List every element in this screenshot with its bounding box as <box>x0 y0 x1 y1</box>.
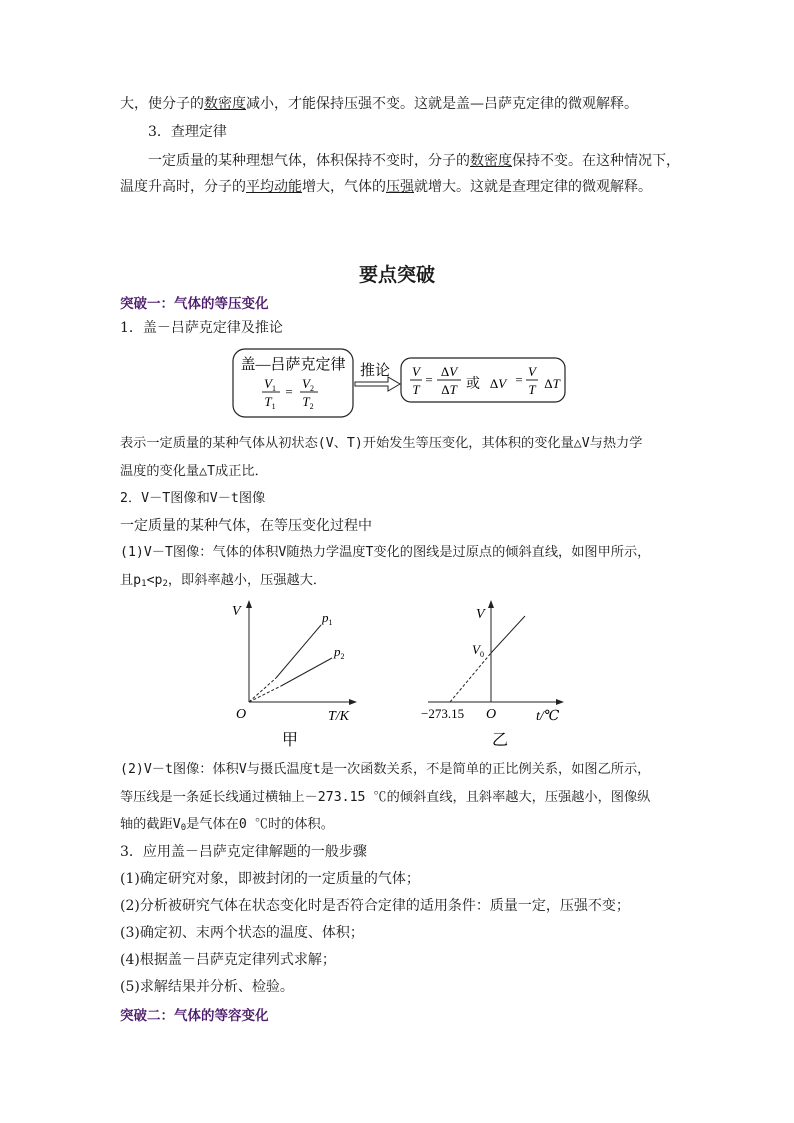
p2-line <box>281 658 332 686</box>
section-1-title: 突破一：气体的等压变化 <box>120 296 269 312</box>
caption-yi: 乙 <box>492 732 509 749</box>
x-label: t/℃ <box>536 709 560 724</box>
y-arrow-icon <box>246 600 252 608</box>
origin-label: O <box>236 707 247 722</box>
formula-diagram <box>230 346 570 420</box>
underlined-term: 数密度 <box>470 153 512 169</box>
frac-t: T <box>528 382 536 397</box>
isobar-line <box>491 616 525 653</box>
frac-t2: $T_2$ <box>302 394 314 411</box>
frac-v: V <box>528 364 536 379</box>
para-1-line-2: 温度的变化量△T成正比． <box>120 464 268 479</box>
v0-label: $V_0$ <box>472 642 484 659</box>
law-name: 盖—吕萨克定律 <box>240 357 346 373</box>
step-5: (5)求解结果并分析、检验。 <box>120 979 294 995</box>
sub2-intro: 一定质量的某种气体，在等压变化过程中 <box>120 518 372 534</box>
item-2-line-2: 等压线是一条延长线通过横轴上－273.15 ℃的倾斜直线，且斜率越大，压强越小，图像纵 <box>120 790 651 805</box>
subheading-3: 3．应用盖－吕萨克定律解题的一般步骤 <box>120 844 367 860</box>
frac-dv: ΔV <box>440 364 458 379</box>
subheading-1: 1．盖－吕萨克定律及推论 <box>120 320 283 336</box>
p1-line <box>276 625 321 678</box>
equals-sign: = <box>425 372 433 387</box>
origin-label: O <box>486 707 497 722</box>
intro-line-3: 温度升高时，分子的平均动能增大，气体的压强就增大。这就是查理定律的微观解释。 <box>120 179 652 195</box>
frac-t1: $T_1$ <box>264 394 276 411</box>
equals-sign: = <box>515 372 523 387</box>
delta-t: ΔT <box>544 376 560 391</box>
item-3-title: 3．查理定律 <box>148 124 227 140</box>
x-label: T/K <box>328 709 350 724</box>
or-text: 或 <box>466 377 480 392</box>
double-arrow-icon <box>355 377 400 391</box>
infer-label: 推论 <box>359 363 391 379</box>
graph-jia <box>224 598 404 758</box>
delta-v: ΔV <box>489 376 507 391</box>
underlined-term: 压强 <box>386 179 414 195</box>
extension-dashed <box>450 653 491 702</box>
frac-v: V <box>412 364 420 379</box>
y-arrow-icon <box>488 600 494 608</box>
page-heading: 要点突破 <box>358 264 435 286</box>
intro-line-1: 大，使分子的数密度减小，才能保持压强不变。这就是盖—吕萨克定律的微观解释。 <box>120 96 638 112</box>
caption-jia: 甲 <box>282 732 299 749</box>
step-3: (3)确定初、末两个状态的温度、体积； <box>120 925 364 941</box>
item-2-line-1: (2)V－t图像：体积V与摄氏温度t是一次函数关系，不是简单的正比例关系，如图乙所示， <box>120 762 651 777</box>
frac-v1: $V_1$ <box>264 376 276 393</box>
underlined-term: 平均动能 <box>246 179 302 195</box>
item-1-line-2: 且$p_1<p_2$，即斜率越小，压强越大． <box>120 573 327 589</box>
graph-yi <box>418 598 588 758</box>
para-1-line-1: 表示一定质量的某种气体从初状态(V、T)开始发生等压变化，其体积的变化量△V与热力学 <box>120 436 643 451</box>
item-1-line-1: (1)V－T图像：气体的体积V随热力学温度T变化的图线是过原点的倾斜直线，如图甲所示， <box>120 545 651 560</box>
subheading-2: 2．V－T图像和V－t图像 <box>120 491 266 506</box>
y-label: V <box>232 604 241 619</box>
intro-line-2: 一定质量的某种理想气体，体积保持不变时，分子的数密度保持不变。在这种情况下， <box>148 153 680 169</box>
p2-label: $p_2$ <box>334 644 345 661</box>
frac-t: T <box>412 382 420 397</box>
step-2: (2)分析被研究气体在状态变化时是否符合定律的适用条件：质量一定，压强不变； <box>120 898 630 914</box>
y-label: V <box>476 607 485 622</box>
x-arrow-icon <box>556 699 564 705</box>
x-arrow-icon <box>349 699 357 705</box>
frac-dt: ΔT <box>441 382 457 397</box>
neg-tick-label: −273.15 <box>421 706 465 721</box>
item-2-line-3: 轴的截距$V_0$是气体在0 ℃时的体积。 <box>120 817 334 833</box>
step-1: (1)确定研究对象，即被封闭的一定质量的气体； <box>120 871 420 887</box>
step-4: (4)根据盖－吕萨克定律列式求解； <box>120 952 336 968</box>
section-2-title: 突破二：气体的等容变化 <box>120 1008 269 1024</box>
equals-sign: = <box>285 384 293 399</box>
p1-label: $p_1$ <box>322 610 333 627</box>
underlined-term: 数密度 <box>204 96 246 112</box>
frac-v2: $V_2$ <box>302 376 314 393</box>
